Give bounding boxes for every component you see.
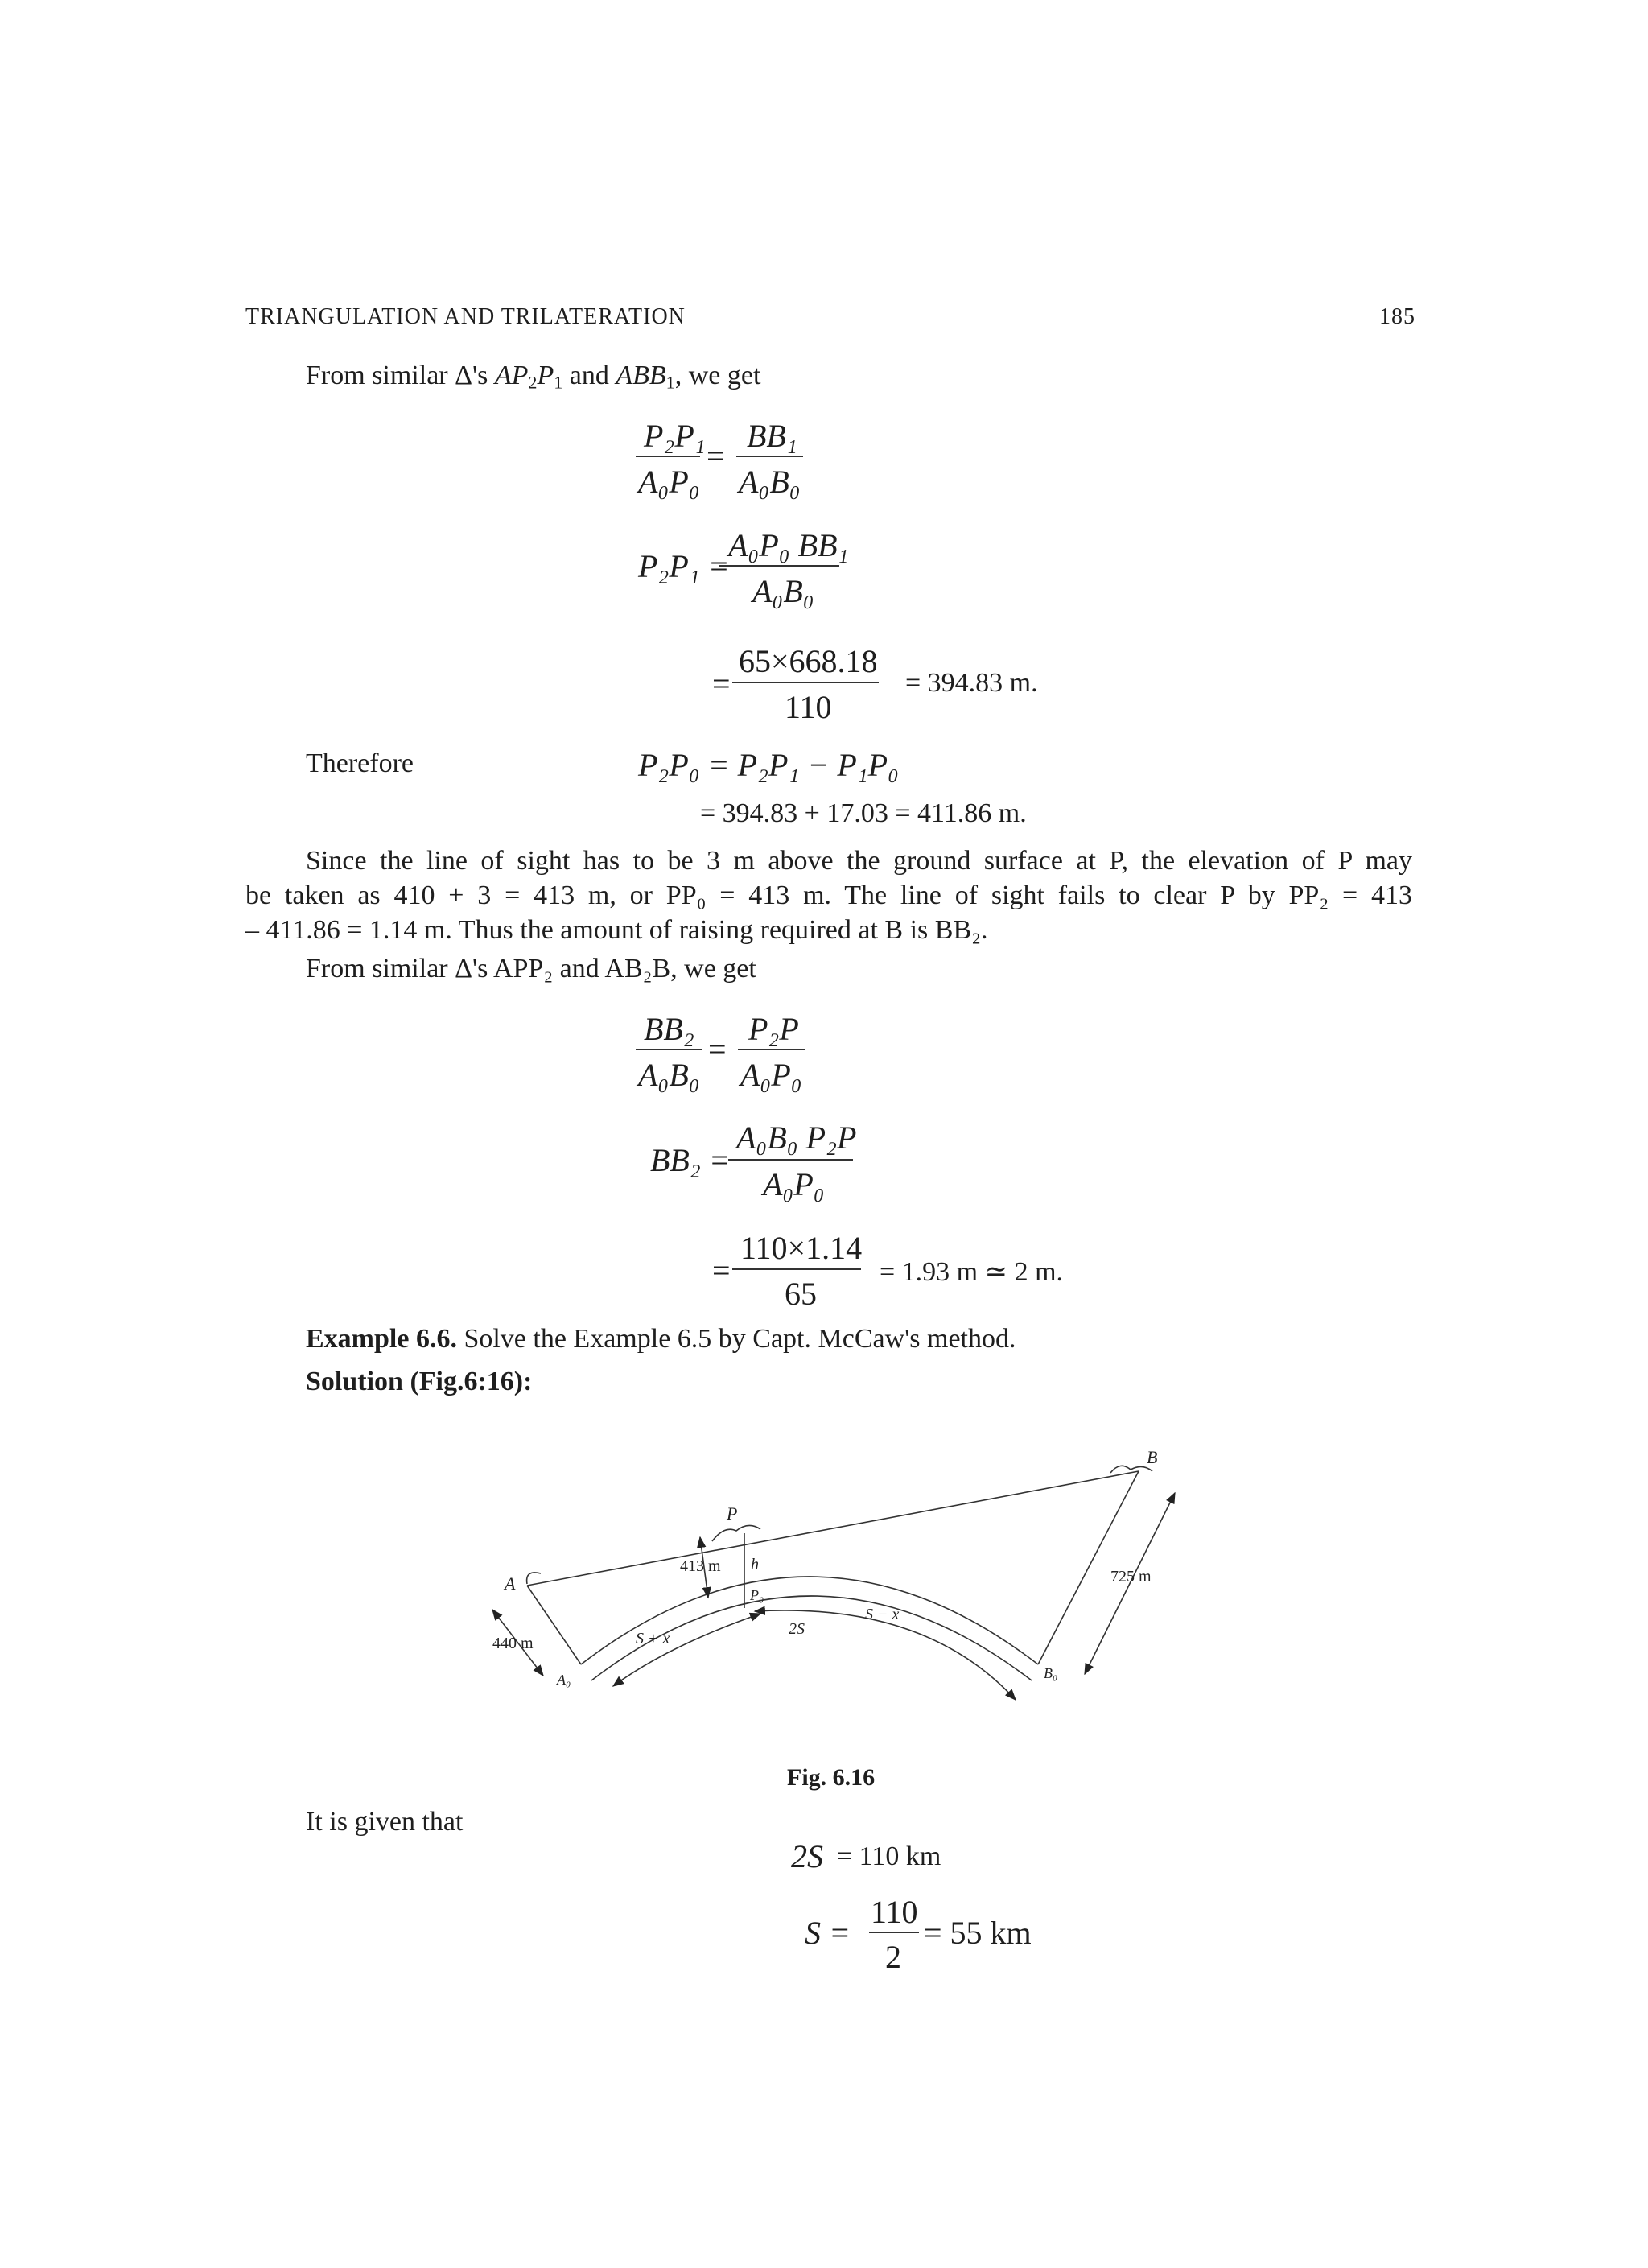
fraction-bar — [738, 1049, 805, 1050]
label-p0: P₀ — [750, 1587, 764, 1603]
fraction-bar — [636, 456, 700, 457]
solution-heading: Solution (Fig.6:16): — [306, 1367, 533, 1396]
label-413m: 413 m — [680, 1557, 721, 1575]
label-2s: 2S — [789, 1620, 805, 1638]
running-header: TRIANGULATION AND TRILATERATION — [245, 304, 686, 329]
label-s-plus-x: S + x — [636, 1630, 670, 1647]
label-440m: 440 m — [492, 1635, 534, 1652]
fraction-numerator: A₀P₀ BB₁ — [728, 527, 849, 563]
fraction-numerator: A₀B₀ P₂P — [736, 1120, 857, 1156]
ground-arc-outer — [581, 1577, 1038, 1664]
label-a0: A₀ — [557, 1672, 571, 1688]
equals-sign: = — [708, 1031, 727, 1067]
equation-p2p0: P₂P₀ = P₂P₁ − P₁P₀ — [638, 747, 900, 783]
equals-sign: = — [712, 1252, 731, 1289]
fraction-bar — [732, 1268, 861, 1270]
fraction-bar — [719, 565, 839, 567]
label-b0: B₀ — [1044, 1665, 1058, 1681]
figure-caption: Fig. 6.16 — [787, 1764, 876, 1791]
fraction-denominator: A₀B₀ — [752, 573, 814, 609]
fraction-bar — [869, 1932, 919, 1933]
example-heading: Example 6.6. Solve the Example 6.5 by Capt. McCaw's method. — [306, 1324, 1016, 1354]
fraction-bar — [736, 456, 803, 457]
equation-result: = 55 km — [924, 1915, 1032, 1951]
hill-a — [527, 1573, 541, 1584]
paragraph-line: be taken as 410 + 3 = 413 m, or PP₀ = 413 m. The line of sight fails to clear P by PP₂ = 413 — [245, 880, 1412, 910]
label-p: P — [727, 1503, 738, 1524]
fraction-bar — [636, 1049, 702, 1050]
equation-lhs: S = — [805, 1915, 851, 1951]
fraction-numerator: BB₁ — [747, 418, 797, 454]
fraction-numerator: 110×1.14 — [740, 1230, 863, 1266]
fraction-denominator: A₀P₀ — [638, 464, 700, 500]
equation-result: = 394.83 m. — [905, 668, 1038, 698]
fraction-denominator: 65 — [785, 1276, 817, 1312]
fraction-denominator: A₀P₀ — [763, 1166, 825, 1202]
fraction-numerator: 65×668.18 — [739, 643, 878, 679]
fraction-numerator: BB₂ — [644, 1011, 694, 1047]
fraction-bar — [728, 1159, 853, 1161]
fraction-denominator: 2 — [885, 1939, 901, 1975]
figure-6-16 — [467, 1433, 1207, 1738]
fraction-denominator: A₀B₀ — [739, 464, 801, 500]
given-eq-2s-rhs: = 110 km — [837, 1841, 941, 1871]
label-s-minus-x: S − x — [865, 1606, 900, 1623]
fraction-denominator: A₀P₀ — [740, 1057, 802, 1093]
therefore-label: Therefore — [306, 748, 414, 778]
fraction-numerator: P₂P₁ — [644, 418, 706, 454]
line-of-sight — [527, 1471, 1139, 1586]
given-eq-2s-lhs: 2S — [791, 1838, 823, 1874]
paragraph-line: Since the line of sight has to be 3 m above the ground surface at P, the elevation of P may — [306, 846, 1412, 876]
label-a: A — [505, 1573, 516, 1594]
label-725m: 725 m — [1110, 1568, 1152, 1586]
vertical-a — [527, 1586, 581, 1664]
fraction-bar — [732, 682, 879, 683]
label-b: B — [1147, 1447, 1158, 1467]
equation-p2p0-value: = 394.83 + 17.03 = 411.86 m. — [700, 798, 1027, 828]
fraction-numerator: P₂P — [748, 1011, 799, 1047]
paragraph-line: – 411.86 = 1.14 m. Thus the amount of raising required at B is BB₂. — [245, 915, 988, 945]
explanation-paragraph — [245, 843, 1412, 947]
similar-triangles-intro-1: From similar Δ's $AP_2P_1$ and $ABB_1$, we get — [306, 361, 761, 393]
similar-triangles-intro-2: From similar Δ's APP₂ and AB₂B, we get — [306, 954, 756, 983]
label-h: h — [751, 1556, 759, 1573]
fraction-denominator: 110 — [785, 689, 832, 725]
hill-p — [712, 1525, 760, 1541]
given-intro: It is given that — [306, 1807, 464, 1837]
fraction-numerator: 110 — [871, 1894, 918, 1930]
fraction-denominator: A₀B₀ — [638, 1057, 700, 1093]
equals-sign: = — [712, 666, 731, 702]
page-number: 185 — [1379, 304, 1415, 329]
equation-lhs: P₂P₁ = — [638, 548, 730, 584]
equals-sign: = — [707, 438, 725, 474]
equation-result: = 1.93 m ≃ 2 m. — [880, 1257, 1064, 1287]
equation-lhs: BB₂ = — [650, 1142, 731, 1178]
